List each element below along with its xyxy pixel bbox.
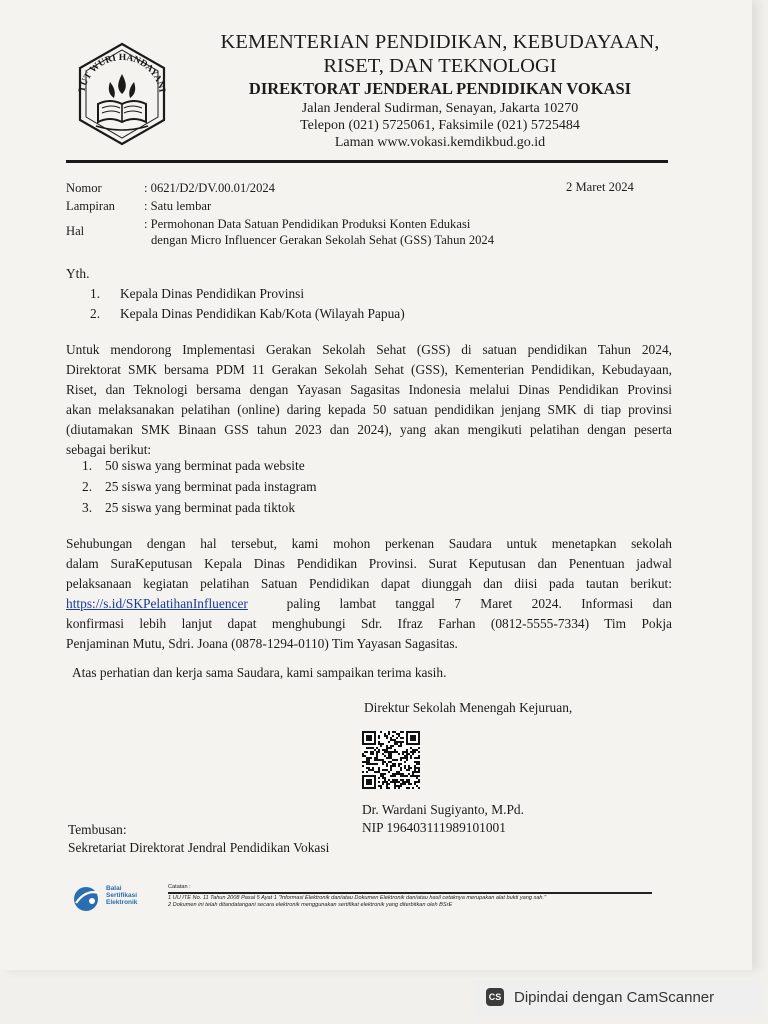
letterhead-rule [66, 160, 668, 163]
list-num-3: 3. [82, 500, 93, 515]
p2-line: dalam SuraKeputusan Kepala Dinas Pendidikan Provinsi. Surat Keputusan dan Penentuan jadwal [66, 556, 672, 571]
website: Laman www.vokasi.kemdikbud.go.id [334, 135, 546, 150]
ministry-name-line2: RISET, DAN TEKNOLOGI [323, 55, 557, 77]
directorate-name: DIREKTORAT JENDERAL PENDIDIKAN VOKASI [248, 79, 632, 98]
recipient-2: Kepala Dinas Pendidikan Kab/Kota (Wilayah Papua) [120, 306, 405, 321]
letter-date: 2 Maret 2024 [566, 180, 634, 194]
note-2: 2 Dokumen ini telah ditandatangani secara elektronik menggunakan sertifikat elektronik yang diterbitkan oleh BSrE [168, 901, 453, 908]
lampiran-value: : Satu lembar [144, 199, 212, 213]
bsre-emblem-icon [72, 883, 102, 913]
sk-upload-link[interactable]: https://s.id/SKPelatihanInfluencer [66, 596, 248, 611]
camscanner-watermark [474, 980, 764, 1016]
catatan-label: Catatan : [168, 884, 191, 890]
p1-line: (diutamakan SMK Binaan GSS tahun 2023 dan 2024), yang akan mengikuti pelatihan dengan peserta [66, 422, 672, 437]
list-item-3: 25 siswa yang berminat pada tiktok [105, 500, 296, 515]
p1-line: akan melaksanakan pelatihan (online) daring kepada 50 satuan pendidikan jenjang SMK di tiap provinsi [66, 402, 672, 417]
tembusan-item: Sekretariat Direktorat Jendral Pendidikan Vokasi [68, 840, 330, 855]
closing-text: Atas perhatian dan kerja sama Saudara, kami sampaikan terima kasih. [72, 665, 447, 680]
recipient-1: Kepala Dinas Pendidikan Provinsi [120, 286, 305, 301]
address: Jalan Jenderal Sudirman, Senayan, Jakarta 10270 [301, 101, 579, 116]
p1-line: Untuk mendorong Implementasi Gerakan Sekolah Sehat (GSS) di satuan pendidikan Tahun 2024, [66, 342, 672, 357]
note-1: 1 UU ITE No. 11 Tahun 2008 Pasal 5 Ayat 1 "Informasi Elektronik dan/atau Dokumen Elektronik dan/atau hasil cetaknya merupakan alat bukti yang sah." [168, 894, 547, 901]
nomor-value: : 0621/D2/DV.00.01/2024 [144, 181, 275, 195]
hal-label: Hal [66, 224, 85, 238]
tembusan-label: Tembusan: [68, 822, 127, 837]
hal-value-2: dengan Micro Influencer Gerakan Sekolah Sehat (GSS) Tahun 2024 [151, 233, 495, 247]
list-num-1: 1. [82, 458, 93, 473]
p1-line: Riset, dan Teknologi bersama dengan Yayasan Sagasitas Indonesia melalui Dinas Pendidikan Provinsi [66, 382, 672, 397]
phone-fax: Telepon (021) 5725061, Faksimile (021) 5725484 [300, 118, 580, 133]
camscanner-label: Dipindai dengan CamScanner [514, 989, 715, 1006]
ministry-name-line1: KEMENTERIAN PENDIDIKAN, KEBUDAYAAN, [220, 31, 660, 53]
bsre-line: Balai [106, 885, 122, 892]
p2-line: pelaksanaan kegiatan pelatihan Satuan Pendidikan dapat diunggah dan diisi pada tautan berikut: [66, 576, 672, 591]
list-item-2: 25 siswa yang berminat pada instagram [105, 479, 317, 494]
logo-motto: TUT WURI HANDAYANI [77, 52, 167, 94]
p1-line: Direktorat SMK bersama PDM 11 Gerakan Sekolah Sehat (GSS), Kementerian Pendidikan, Kebudayaan, [66, 362, 672, 377]
p2-line: konfirmasi lebih lanjut dapat menghubungi Sdr. Ifraz Farhan (0812-5555-7334) Tim Pokja [66, 616, 672, 631]
list-num-2: 2. [82, 479, 93, 494]
signatory-name: Dr. Wardani Sugiyanto, M.Pd. [362, 802, 524, 817]
recipient-num-1: 1. [90, 286, 101, 301]
p1-line: sebagai berikut: [66, 442, 152, 457]
p2-after-link: paling lambat tanggal 7 Maret 2024. Informasi dan [286, 596, 672, 611]
bsre-logo [72, 883, 162, 915]
bsre-line: Elektronik [106, 899, 138, 906]
list-item-1: 50 siswa yang berminat pada website [105, 458, 305, 473]
recipient-num-2: 2. [90, 306, 101, 321]
signatory-nip: NIP 196403111989101001 [362, 820, 506, 835]
letterhead [180, 30, 700, 151]
camscanner-icon: CS [486, 988, 504, 1006]
nomor-label: Nomor [66, 181, 102, 195]
p2-line: Sehubungan dengan hal tersebut, kami mohon perkenan Saudara untuk menetapkan sekolah [66, 536, 672, 551]
p2-line: Penjaminan Mutu, Sdri. Joana (0878-1294-0110) Tim Yayasan Sagasitas. [66, 636, 458, 651]
salutation: Yth. [66, 266, 90, 281]
hal-value-1: : Permohonan Data Satuan Pendidikan Produksi Konten Edukasi [144, 217, 471, 231]
p2-link-line [66, 594, 672, 614]
paragraph-2 [66, 534, 672, 654]
notes-rule [168, 892, 652, 894]
lampiran-label: Lampiran [66, 199, 115, 213]
footer-notes [168, 884, 652, 909]
tut-wuri-handayani-logo [66, 38, 178, 150]
paragraph-1 [66, 340, 672, 460]
qr-code [362, 731, 420, 789]
bsre-line: Sertifikasi [106, 892, 138, 899]
signatory-title: Direktur Sekolah Menengah Kejuruan, [364, 700, 573, 715]
